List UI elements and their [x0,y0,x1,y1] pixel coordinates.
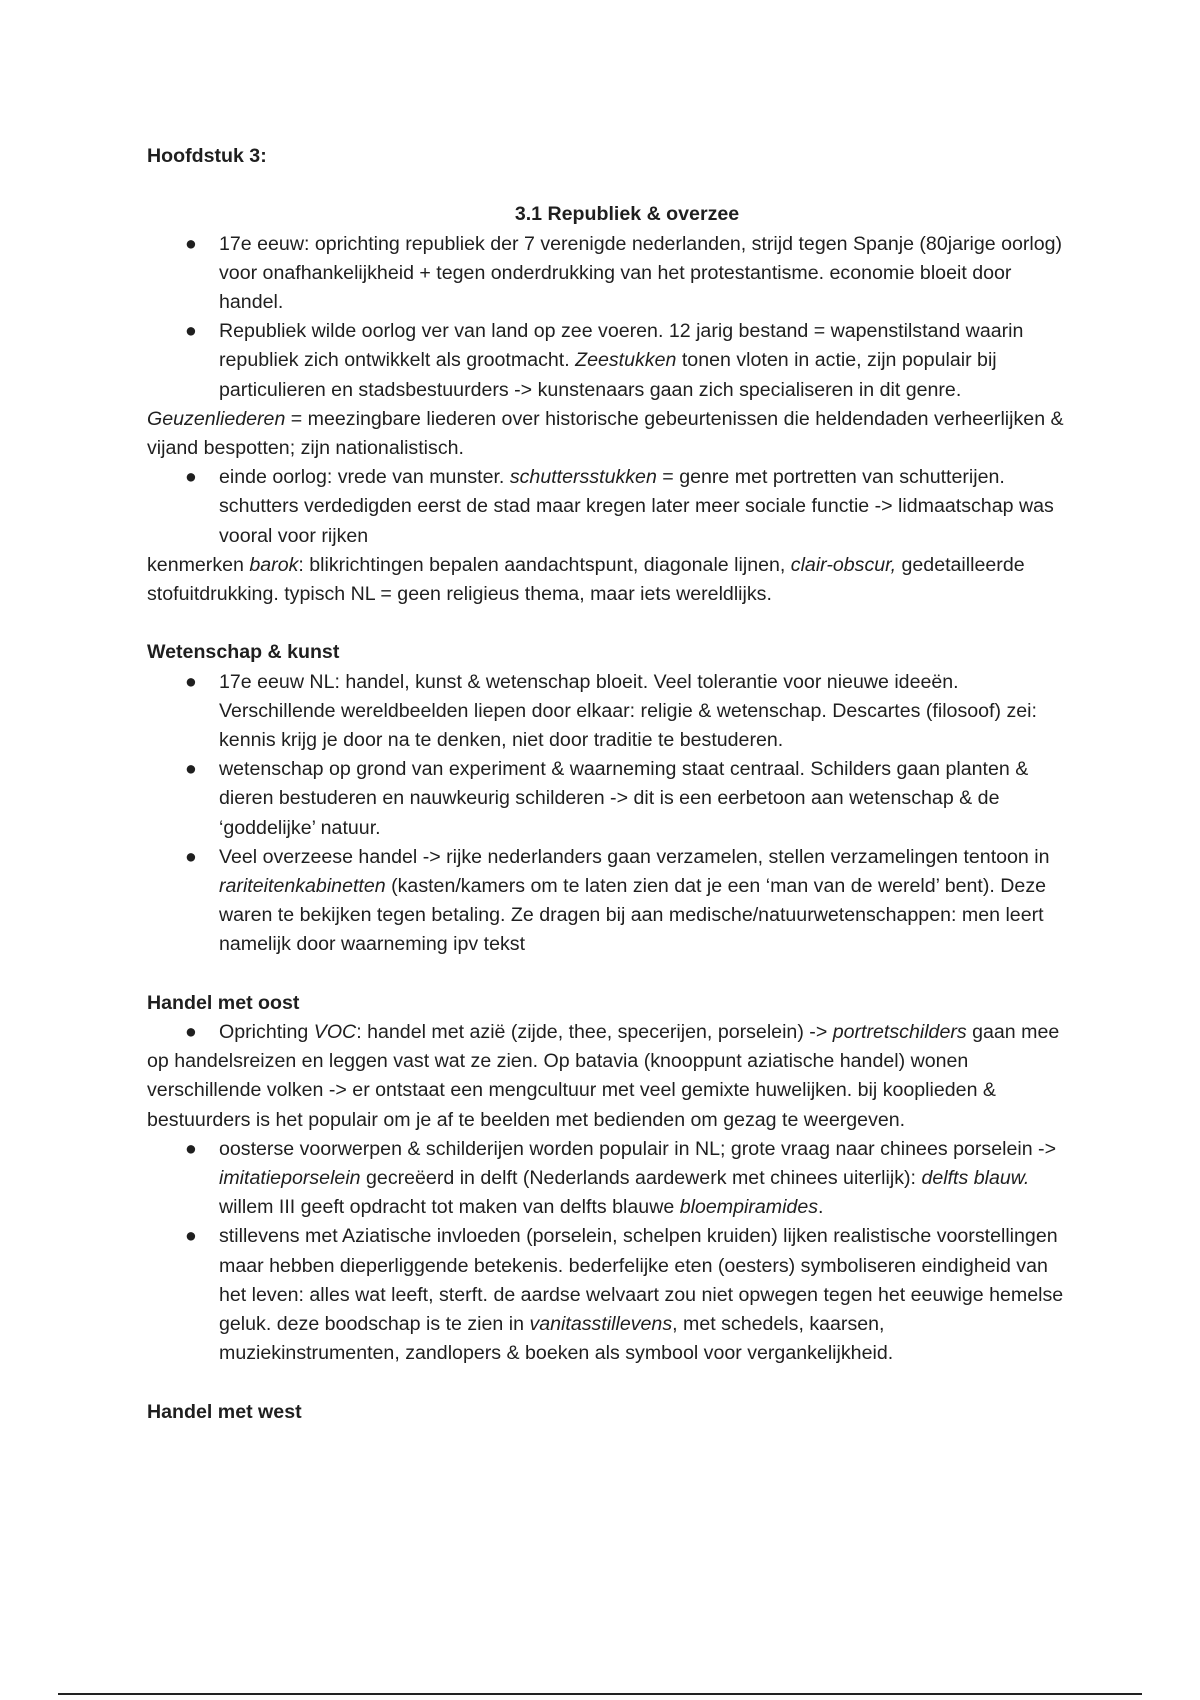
term-bloempiramides: bloempiramides [679,1196,819,1219]
list-item-text: tonen vloten in actie, zijn populair bij particulieren en stadsbestuurders -> kunstenaars gaan zich specialiseren in dit genre. [219,349,997,401]
term-vanitasstillevens: vanitasstillevens [529,1313,673,1336]
bullet-list [147,668,1067,960]
spacer [147,960,1067,989]
term-rariteitenkabinetten: rariteitenkabinetten [219,875,386,898]
document-page [147,142,1067,1427]
list-item-text: . [818,1196,824,1219]
paragraph-text: kenmerken [147,553,250,576]
term-geuzenliederen: Geuzenliederen [147,407,286,430]
list-item [147,463,1067,551]
paragraph-text: gedetailleerde stofuitdrukking. typisch NL = geen religieus thema, maar iets wereldlijks. [147,553,1025,606]
list-item [147,1222,1067,1368]
spacer [147,609,1067,638]
term-clair-obscur: clair-obscur, [790,553,897,576]
list-item [147,317,1067,405]
bullet-list [147,230,1067,405]
section-title-wetenschap: Wetenschap & kunst [147,641,340,664]
term-zeestukken: Zeestukken [575,349,677,372]
list-item-text: oosterse voorwerpen & schilderijen worden populair in NL; grote vraag naar chinees porselein -> [219,1137,1057,1160]
list-item-text: , met schedels, kaarsen, muziekinstrumenten, zandlopers & boeken als symbool voor vergankelijkheid. [219,1313,894,1365]
bullet-icon: ● [185,1021,197,1044]
paragraph-text: gaan mee op handelsreizen en leggen vast wat ze zien. Op batavia (knooppunt aziatische handel) wonen verschillende volken -> er ontstaat een mengcultuur met veel gemixte huwelijken. bij kooplieden & bestuurders is het populair om je af te beelden met bedienden om gezag te weergeven. [147,1021,1060,1131]
bullet-icon: ● [185,232,197,255]
list-item-text: 17e eeuw NL: handel, kunst & wetenschap bloeit. Veel tolerantie voor nieuwe ideeën. Verschillende wereldbeelden liepen door elkaar: religie & wetenschap. Descartes (filosoof) zei: kennis krijg je door na te denken, niet door traditie te bestuderen. [219,670,1037,752]
paragraph-text: : blikrichtingen bepalen aandachtspunt, diagonale lijnen, [298,553,791,576]
list-item-text: 17e eeuw: oprichting republiek der 7 verenigde nederlanden, strijd tegen Spanje (80jarige oorlog) voor onafhankelijkheid + tegen onderdrukking van het protestantisme. economie bloeit door handel. [219,232,1063,313]
paragraph-text: Oprichting [219,1021,314,1044]
list-item-text: = genre met portretten van schutterijen. schutters verdedigden eerst de stad maar kregen later meer sociale functie -> lidmaatschap was vooral voor rijken [219,466,1054,547]
bullet-icon: ● [185,466,197,489]
paragraph-barok [147,551,1067,609]
list-item [147,230,1067,318]
bullet-icon: ● [185,845,197,868]
bullet-icon: ● [185,1137,197,1160]
term-imitatieporselein: imitatieporselein [219,1167,361,1190]
chapter-title: Hoofdstuk 3: [147,145,267,167]
list-item-text: Veel overzeese handel -> rijke nederlanders gaan verzamelen, stellen verzamelingen tentoon in [219,845,1050,868]
term-barok: barok [249,553,299,576]
list-item-text: (kasten/kamers om te laten zien dat je een ‘man van de wereld’ bent). Deze waren te bekijken tegen betaling. Ze dragen bij aan medische/natuurwetenschappen: men leert namelijk door waarneming ipv tekst [219,875,1047,956]
paragraph-voc [147,1018,1067,1135]
list-item-text: willem III geeft opdracht tot maken van delfts blauwe [219,1196,680,1219]
footer-divider [58,1693,1142,1695]
term-delfts-blauw: delfts blauw. [921,1167,1030,1190]
spacer [147,1368,1067,1397]
list-item [147,755,1067,843]
list-item [147,843,1067,960]
list-item-text: einde oorlog: vrede van munster. [219,466,510,489]
bullet-list [147,1135,1067,1369]
list-item-text: wetenschap op grond van experiment & waarneming staat centraal. Schilders gaan planten & dieren bestuderen en nauwkeurig schilderen -> dit is een eerbetoon aan wetenschap & de ‘goddelijke’ natuur. [219,758,1029,839]
term-schuttersstukken: schuttersstukken [509,466,657,489]
list-item [147,1135,1067,1223]
bullet-icon: ● [185,758,197,781]
spacer [147,171,1067,200]
list-item-text: Republiek wilde oorlog ver van land op zee voeren. 12 jarig bestand = wapenstilstand waarin republiek zich ontwikkelt als grootmacht. [219,320,1024,372]
section-title-handel-west: Handel met west [147,1400,302,1423]
list-item-text: stillevens met Aziatische invloeden (porselein, schelpen kruiden) lijken realistische voorstellingen maar hebben dieperliggende betekenis. bederfelijke eten (oesters) symboliseren eindigheid van het leven: alles wat leeft, sterft. de aardse welvaart zou niet opwegen tegen het eeuwige hemelse geluk. deze boodschap is te zien in [219,1225,1064,1336]
paragraph-text: : handel met azië (zijde, thee, specerijen, porselein) -> [356,1021,833,1044]
section-title-republiek: 3.1 Republiek & overzee [514,203,740,226]
bullet-icon: ● [185,320,197,343]
paragraph-text: = meezingbare liederen over historische gebeurtenissen die heldendaden verheerlijken & vijand bespotten; zijn nationalistisch. [147,407,1064,459]
list-item-text: gecreëerd in delft (Nederlands aardewerk met chinees uiterlijk): [360,1167,922,1190]
paragraph-geuzenliederen [147,405,1067,463]
term-portretschilders: portretschilders [832,1021,967,1044]
section-title-handel-oost: Handel met oost [147,991,300,1014]
bullet-icon: ● [185,1225,197,1248]
list-item [147,668,1067,756]
bullet-list [147,463,1067,551]
bullet-icon: ● [185,670,197,693]
term-voc: VOC [313,1021,357,1044]
